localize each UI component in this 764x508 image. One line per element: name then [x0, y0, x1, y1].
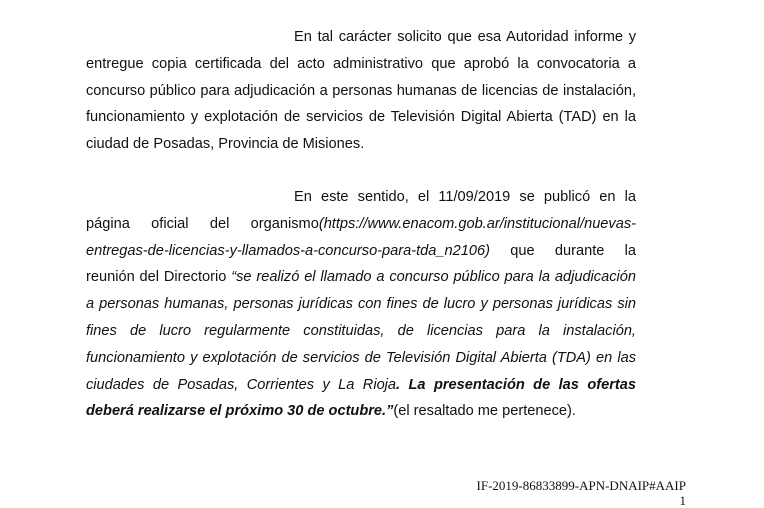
paragraph-request-text: En tal carácter solicito que esa Autoridad informe y entregue copia certificada del acto administrativo que aprobó la convocatoria a concurso público para adjudicación a personas humanas de licencias de instalación, funcionamiento y explotación de servicios de Televisión Digital Abierta (TAD) en la ciudad de Posadas, Provincia de Misiones.	[86, 29, 636, 153]
page-footer	[477, 478, 686, 508]
paragraph-context-intro: En este sentido, el 11/09/2019 se publicó en la página oficial del organismo	[86, 189, 636, 232]
paragraph-context	[86, 184, 636, 425]
paragraph-context-middle: que durante la reunión del Directorio	[86, 242, 636, 286]
paragraph-context-ending: (el resaltado me pertenece).	[393, 403, 576, 420]
paragraph-request	[86, 24, 636, 158]
document-id: IF-2019-86833899-APN-DNAIP#AAIP	[476, 478, 686, 493]
page-number: 1	[679, 493, 686, 508]
quoted-text-bold: . La presentación de las ofertas deberá realizarse el próximo 30 de octubre.”	[86, 376, 636, 420]
quoted-text: “se realizó el llamado a concurso público para la adjudicación a personas humanas, personas jurídicas con fines de lucro y personas jurídicas sin fines de lucro regularmente constituidas, de licencias para la instalación, funcionamiento y explotación de servicios de Televisión Digital Abierta (TDA) en las ciudades de Posadas, Corrientes y La Rioja	[86, 269, 636, 393]
source-url: (https://www.enacom.gob.ar/institucional/nuevas-entregas-de-licencias-y-llamados-a-concurso-para-tda_n2106)	[86, 215, 636, 259]
